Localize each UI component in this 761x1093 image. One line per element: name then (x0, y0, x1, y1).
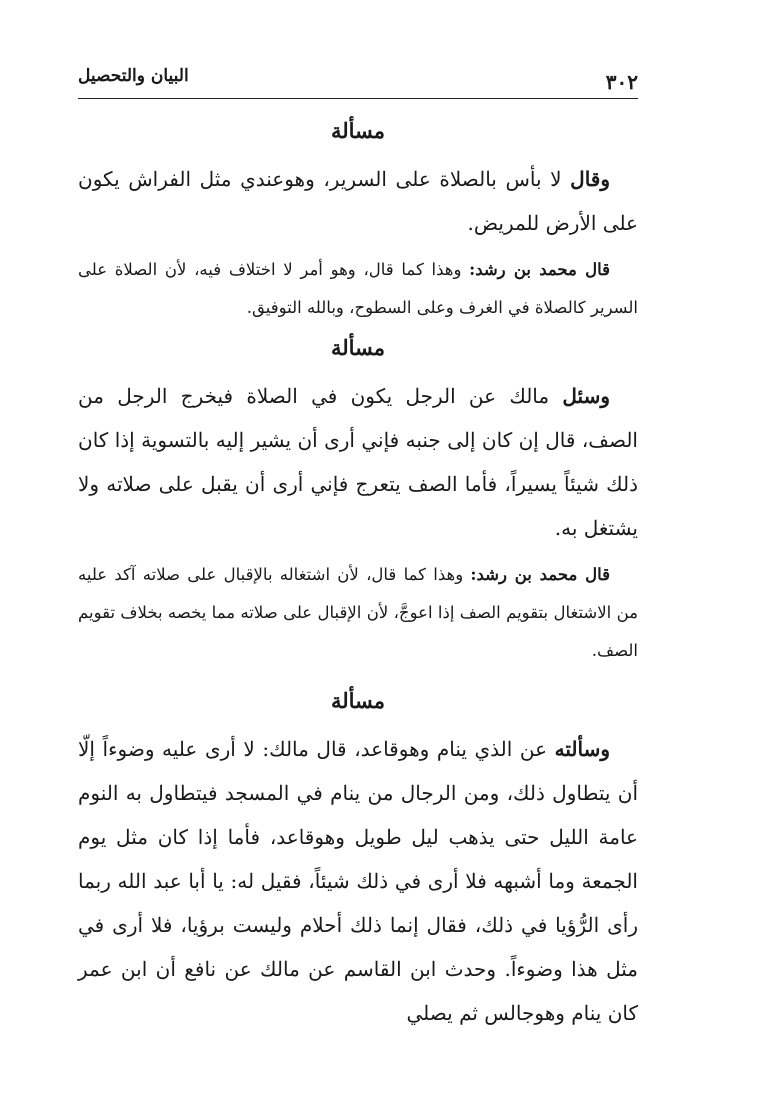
page-number: ٣٠٢ (605, 70, 638, 94)
commentary (78, 556, 638, 670)
section-text (78, 157, 638, 245)
text-body: عن الذي ينام وهوقاعد، قال مالك: لا أرى عليه وضوءاً إلّا أن يتطاول ذلك، ومن الرجال من ينام في المسجد فيتطاول به النوم عامة الليل حتى يذهب ليل طويل وهوقاعد، فأما إذا كان مثل يوم الجمعة وما أشبهه فلا أرى في ذلك شيئاً، فقيل له: يا أبا عبد الله ربما رأى الرُّؤيا في ذلك، فقال إنما ذلك أحلام وليست برؤيا، فلا أرى في مثل هذا وضوءاً. وحدث ابن القاسم عن مالك عن نافع أن ابن عمر كان ينام وهوجالس ثم يصلي (78, 737, 638, 1025)
commentary-lead: قال محمد بن رشد: (469, 260, 610, 279)
commentary (78, 251, 638, 327)
section-text (78, 374, 638, 550)
text-body: لا بأس بالصلاة على السرير، وهوعندي مثل الفراش يكون على الأرض للمريض. (78, 167, 638, 235)
section-heading: مسألة (330, 335, 386, 360)
text-lead: وسألته (554, 737, 610, 761)
text-body: مالك عن الرجل يكون في الصلاة فيخرج الرجل من الصف، قال إن كان إلى جنبه فإني أرى أن يشير إليه بالتسوية إذا كان ذلك شيئاً يسيراً، فأما الصف يتعرج فإني أرى أن يقبل على صلاته ولا يشتغل به. (78, 384, 638, 540)
page-header (78, 58, 638, 99)
commentary-body: وهذا كما قال، وهو أمر لا اختلاف فيه، لأن الصلاة على السرير كالصلاة في الغرف وعلى السطوح، وبالله التوفيق. (78, 260, 638, 317)
running-title: البيان والتحصيل (78, 66, 189, 86)
section-heading: مسألة (330, 688, 386, 713)
page-content (78, 118, 638, 1041)
section-text (78, 727, 638, 1035)
commentary-lead: قال محمد بن رشد: (470, 565, 610, 584)
section-heading: مسألة (330, 118, 386, 143)
commentary-body: وهذا كما قال، لأن اشتغاله بالإقبال على صلاته آكد عليه من الاشتغال بتقويم الصف إذا اعوجَّ، لأن الإقبال على صلاته مما يخصه بخلاف تقويم الصف. (78, 565, 638, 660)
text-lead: وقال (570, 167, 610, 191)
text-lead: وسئل (562, 384, 610, 408)
